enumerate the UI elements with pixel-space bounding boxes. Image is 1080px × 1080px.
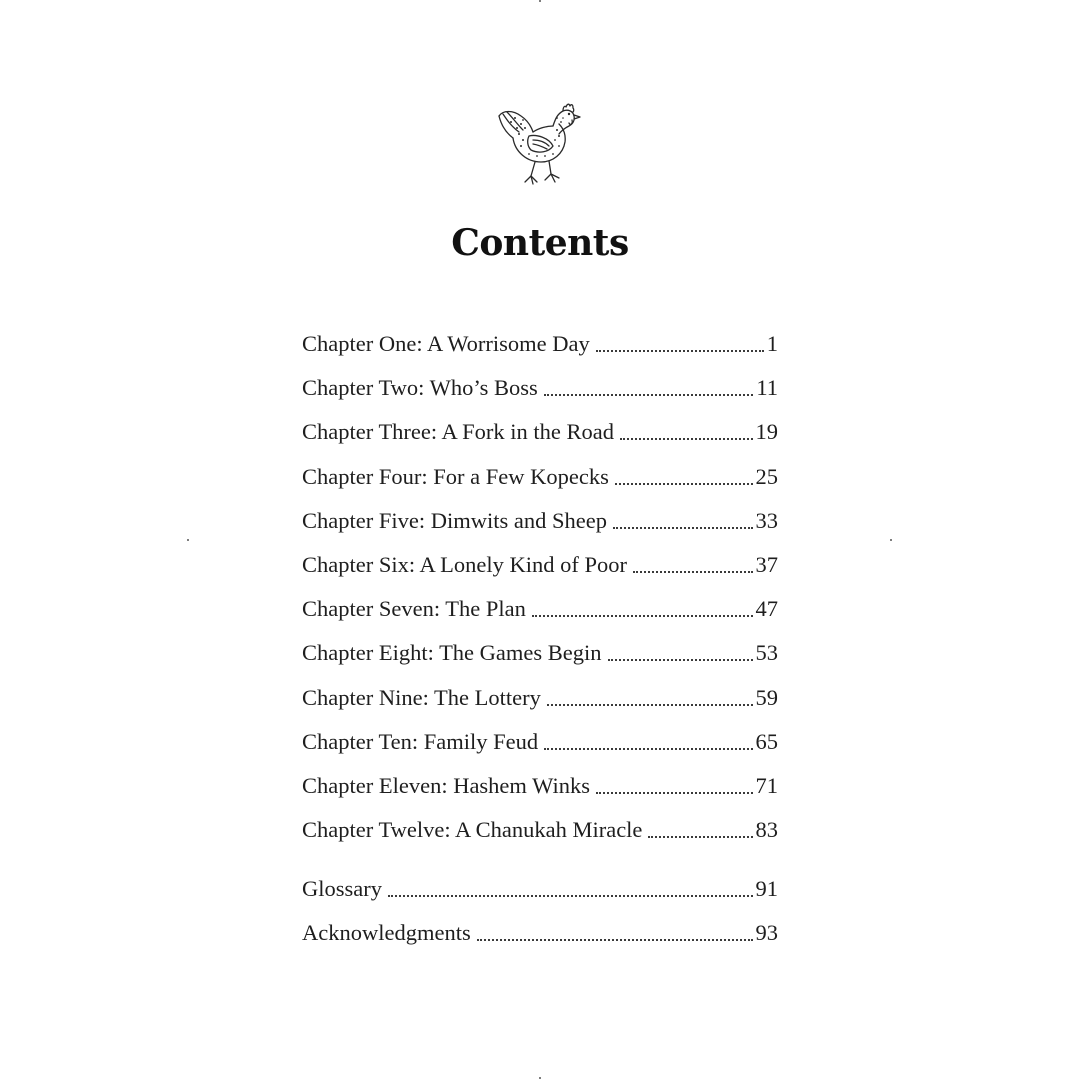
toc-entry-label: Chapter Ten: Family Feud xyxy=(302,728,539,754)
toc-entry-page: 91 xyxy=(755,876,778,902)
toc-entry-label: Acknowledgments xyxy=(302,920,471,946)
toc-entry-label: Chapter Eight: The Games Begin xyxy=(302,640,602,666)
toc-entry[interactable] xyxy=(302,587,778,631)
toc-entry-label: Chapter One: A Worrisome Day xyxy=(302,331,590,356)
dot-leader xyxy=(620,438,752,440)
toc-entry[interactable] xyxy=(302,410,778,454)
dot-leader xyxy=(613,527,753,529)
toc-entry-label: Chapter Four: For a Few Kopecks xyxy=(302,463,609,489)
toc-entry-glossary[interactable] xyxy=(302,867,778,911)
crop-mark-top xyxy=(539,0,541,2)
dot-leader xyxy=(648,836,752,838)
page-title: Contents xyxy=(451,222,629,264)
toc-entry[interactable] xyxy=(302,631,778,675)
dot-leader xyxy=(544,748,752,750)
toc-entry-label: Chapter Eleven: Hashem Winks xyxy=(302,772,590,798)
dot-leader xyxy=(388,895,753,897)
toc-entry-page: 65 xyxy=(755,728,778,754)
toc-entry-page: 1 xyxy=(766,331,778,356)
crop-mark-right xyxy=(890,539,892,541)
toc-entry[interactable] xyxy=(302,720,778,764)
dot-leader xyxy=(532,615,753,617)
toc-entry-page: 93 xyxy=(755,920,778,946)
table-of-contents xyxy=(302,322,778,956)
dot-leader xyxy=(633,571,753,573)
toc-entry-page: 37 xyxy=(755,551,778,577)
dot-leader xyxy=(608,659,753,661)
toc-entry[interactable] xyxy=(302,764,778,808)
toc-entry-label: Chapter Seven: The Plan xyxy=(302,596,526,622)
toc-entry-page: 71 xyxy=(755,772,778,798)
dot-leader xyxy=(596,792,753,794)
toc-entry-page: 25 xyxy=(755,463,778,489)
crop-mark-left xyxy=(187,539,189,541)
toc-entry[interactable] xyxy=(302,322,778,366)
dot-leader xyxy=(477,939,753,941)
toc-entry[interactable] xyxy=(302,366,778,410)
toc-entry[interactable] xyxy=(302,455,778,499)
dot-leader xyxy=(547,704,753,706)
toc-entry-page: 33 xyxy=(755,507,778,533)
toc-entry-page: 53 xyxy=(755,640,778,666)
dot-leader xyxy=(596,350,764,352)
toc-entry-label: Chapter Twelve: A Chanukah Miracle xyxy=(302,817,643,843)
toc-entry[interactable] xyxy=(302,808,778,852)
toc-entry-label: Chapter Nine: The Lottery xyxy=(302,684,541,710)
toc-entry-page: 83 xyxy=(755,817,778,843)
toc-entry-label: Glossary xyxy=(302,876,382,902)
toc-entry-label: Chapter Three: A Fork in the Road xyxy=(302,419,615,445)
toc-entry-page: 59 xyxy=(755,684,778,710)
toc-entry-page: 19 xyxy=(755,419,778,445)
dot-leader xyxy=(544,394,754,396)
toc-entry[interactable] xyxy=(302,543,778,587)
dot-leader xyxy=(615,483,753,485)
toc-entry-label: Chapter Five: Dimwits and Sheep xyxy=(302,507,607,533)
toc-entry[interactable] xyxy=(302,499,778,543)
toc-entry-label: Chapter Six: A Lonely Kind of Poor xyxy=(302,551,627,577)
toc-entry-page: 47 xyxy=(755,596,778,622)
toc-entry-label: Chapter Two: Who’s Boss xyxy=(302,375,538,401)
toc-entry-page: 11 xyxy=(756,375,778,401)
toc-entry-acknowledgments[interactable] xyxy=(302,911,778,955)
crop-mark-bottom xyxy=(539,1077,541,1079)
hen-icon xyxy=(493,98,585,190)
toc-entry[interactable] xyxy=(302,676,778,720)
